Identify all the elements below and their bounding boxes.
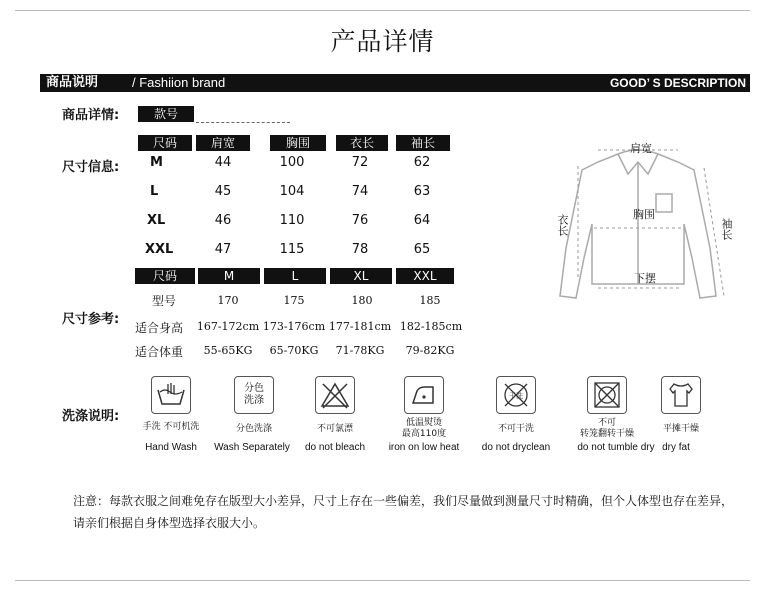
page-title: 产品详情 xyxy=(330,27,435,56)
shoulder-label: 肩宽 xyxy=(630,142,652,155)
ref-size-header: 尺码 xyxy=(135,268,195,284)
care-cn: 不可 转笼翻转干燥 xyxy=(579,418,634,439)
item-number-label: 款号 xyxy=(138,106,194,122)
ref-xl-header: XL xyxy=(330,268,392,284)
product-detail-label: 商品详情: xyxy=(62,108,120,123)
care-cn: 手洗 不可机洗 xyxy=(142,422,200,432)
no-tumble-dry-icon xyxy=(587,376,627,414)
care-en: do not bleach xyxy=(304,442,366,453)
size-cell: L xyxy=(150,184,159,199)
ref-cell: 180 xyxy=(351,294,373,307)
header-bar xyxy=(40,74,750,92)
care-cn: 分色洗涤 xyxy=(235,424,272,434)
low-iron-icon xyxy=(404,376,444,414)
chest-cell: 110 xyxy=(279,213,305,228)
ref-m-header: M xyxy=(198,268,260,284)
chest-header: 胸围 xyxy=(270,135,326,151)
size-cell: XXL xyxy=(145,242,174,257)
sleeve-cell: 65 xyxy=(413,242,431,257)
chest-cell: 115 xyxy=(279,242,305,257)
ref-cell: 185 xyxy=(419,294,441,307)
item-number-field xyxy=(196,122,290,123)
shoulder-cell: 46 xyxy=(214,213,232,228)
no-dryclean-icon xyxy=(496,376,536,414)
length-cell: 74 xyxy=(351,184,369,199)
size-reference-label: 尺寸参考: xyxy=(62,312,120,327)
care-en: do not dryclean xyxy=(481,442,551,453)
sleeve-header: 袖长 xyxy=(396,135,450,151)
shirt-diagram xyxy=(538,128,738,318)
ref-cell: 177-181cm xyxy=(328,320,392,333)
sleeve-cell: 62 xyxy=(413,155,431,170)
hand-wash-icon xyxy=(151,376,191,414)
sleeve-cell: 64 xyxy=(413,213,431,228)
header-bar-cn: 商品说明 xyxy=(46,75,99,90)
care-en: Hand Wash xyxy=(145,442,197,453)
shoulder-cell: 47 xyxy=(214,242,232,257)
sleeve-label: 袖长 xyxy=(720,218,733,240)
ref-cell: 173-176cm xyxy=(262,320,326,333)
ref-row-label: 适合体重 xyxy=(135,345,184,359)
ref-cell: 170 xyxy=(217,294,239,307)
care-en: iron on low heat xyxy=(388,442,460,453)
length-cell: 78 xyxy=(351,242,369,257)
dry-flat-icon xyxy=(661,376,701,414)
size-header: 尺码 xyxy=(138,135,192,151)
shoulder-cell: 45 xyxy=(214,184,232,199)
sleeve-cell: 63 xyxy=(413,184,431,199)
ref-xxl-header: XXL xyxy=(396,268,454,284)
ref-cell: 55-65KG xyxy=(203,344,253,357)
ref-cell: 167-172cm xyxy=(196,320,260,333)
hem-label: 下摆 xyxy=(634,272,656,285)
care-label: 洗涤说明: xyxy=(62,409,120,424)
care-cn: 不可氯漂 xyxy=(316,424,353,434)
size-note: 注意：每款衣服之间难免存在版型大小差异，尺寸上存在一些偏差，我们尽量做到测量尺寸时精确，但个人体型也存在差异，请亲们根据自身体型选择衣服大小。 xyxy=(73,494,734,530)
ref-row-label: 型号 xyxy=(152,294,177,308)
size-info-label: 尺寸信息: xyxy=(62,160,120,175)
care-cn: 不可干洗 xyxy=(497,424,534,434)
care-cn: 平摊干燥 xyxy=(662,424,699,434)
no-bleach-icon xyxy=(315,376,355,414)
ref-cell: 175 xyxy=(283,294,305,307)
dryclean-text: 干洗 xyxy=(509,392,523,400)
size-cell: M xyxy=(150,155,163,170)
header-bar-right: GOOD’ S DESCRIPTION xyxy=(609,76,746,90)
shoulder-header: 肩宽 xyxy=(196,135,250,151)
chest-cell: 100 xyxy=(279,155,305,170)
wash-separately-icon: 分色 洗涤 xyxy=(234,376,274,414)
care-cn: 低温熨烫 最高110度 xyxy=(401,418,447,439)
care-en: Wash Separately xyxy=(214,442,290,453)
ref-row-label: 适合身高 xyxy=(135,321,184,335)
ref-cell: 65-70KG xyxy=(269,344,319,357)
chest-cell: 104 xyxy=(279,184,305,199)
length-label: 衣长 xyxy=(556,214,569,236)
header-bar-en: / Fashiion brand xyxy=(132,75,226,90)
care-en: dry fat xyxy=(662,442,690,453)
bottom-divider xyxy=(15,580,750,581)
top-divider xyxy=(15,10,750,11)
ref-l-header: L xyxy=(264,268,326,284)
ref-cell: 182-185cm xyxy=(399,320,463,333)
shoulder-cell: 44 xyxy=(214,155,232,170)
care-en: do not tumble dry xyxy=(577,442,655,453)
length-header: 衣长 xyxy=(336,135,388,151)
ref-cell: 79-82KG xyxy=(405,344,455,357)
size-cell: XL xyxy=(147,213,166,228)
length-cell: 76 xyxy=(351,213,369,228)
chest-label: 胸围 xyxy=(633,208,655,221)
ref-cell: 71-78KG xyxy=(335,344,385,357)
length-cell: 72 xyxy=(351,155,369,170)
